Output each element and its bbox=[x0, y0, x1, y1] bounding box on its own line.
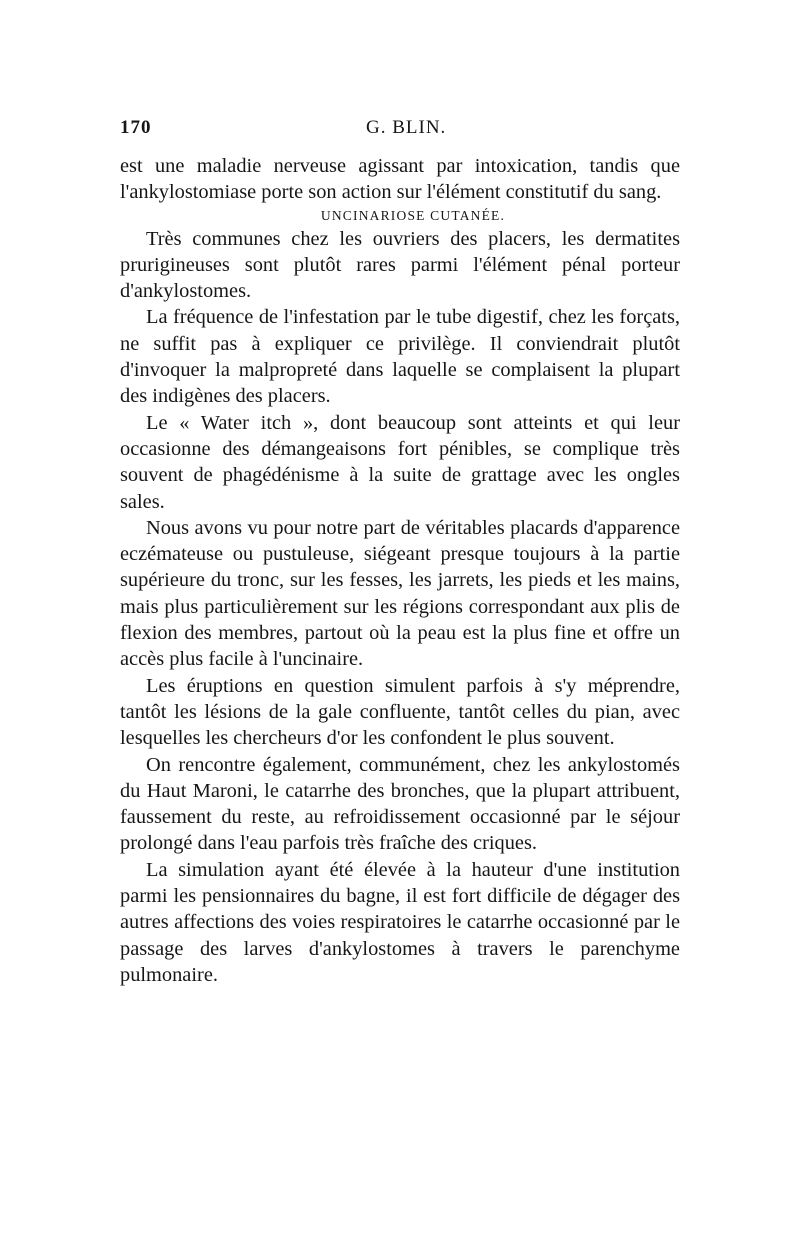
paragraph-catarrh: On rencontre également, communément, chez les ankylostomés du Haut Maroni, le catarrhe des bronches, que la plupart attribuent, faussement du reste, au refroidissement occasionné par le séjour prolongé dans l'eau parfois très fraîche des criques. bbox=[120, 753, 680, 855]
page-number: 170 bbox=[120, 117, 152, 138]
page-header bbox=[120, 117, 680, 143]
section-title: UNCINARIOSE CUTANÉE. bbox=[320, 207, 506, 223]
opening-paragraph: est une maladie nerveuse agissant par intoxication, tandis que l'ankylostomiase porte son action sur l'élément constitutif du sang. bbox=[120, 155, 680, 204]
paragraph-eruptions: Les éruptions en question simulent parfois à s'y méprendre, tantôt les lésions de la gale confluente, tantôt celles du pian, avec lesquelles les chercheurs d'or les confondent le plus souvent. bbox=[120, 674, 680, 750]
paragraph-placards: Nous avons vu pour notre part de véritables placards d'apparence eczémateuse ou pustuleuse, siégeant presque toujours à la partie supérieure du tronc, sur les fesses, les jarrets, les pieds et les mains, mais plus particulièrement sur les régions correspondant aux plis de flexion des membres, partout où la peau est la plus fine et offre un accès plus facile à l'uncinaire. bbox=[120, 516, 680, 671]
paragraph-simulation: La simulation ayant été élevée à la hauteur d'une institution parmi les pensionnaires du bagne, il est fort difficile de dégager des autres affections des voies respiratoires le catarrhe occasionné par le passage des larves d'ankylostomes à travers le parenchyme pulmonaire. bbox=[120, 858, 680, 986]
paragraph-dermatitis: Très communes chez les ouvriers des placers, les dermatites prurigineuses sont plutôt rares parmi l'élément pénal porteur d'ankylostomes. bbox=[120, 227, 680, 303]
paragraph-water-itch: Le « Water itch », dont beaucoup sont atteints et qui leur occasionne des démangeaisons fort pénibles, se complique très souvent de phagédénisme à la suite de grattage avec les ongles sales. bbox=[120, 411, 680, 513]
running-head: G. BLIN. bbox=[366, 117, 447, 138]
paragraph-frequency: La fréquence de l'infestation par le tube digestif, chez les forçats, ne suffit pas à expliquer ce privilège. Il conviendrait plutôt d'invoquer la malpropreté dans laquelle se complaisent la plupart des indigènes des placers. bbox=[120, 306, 680, 408]
body-text bbox=[120, 153, 680, 988]
